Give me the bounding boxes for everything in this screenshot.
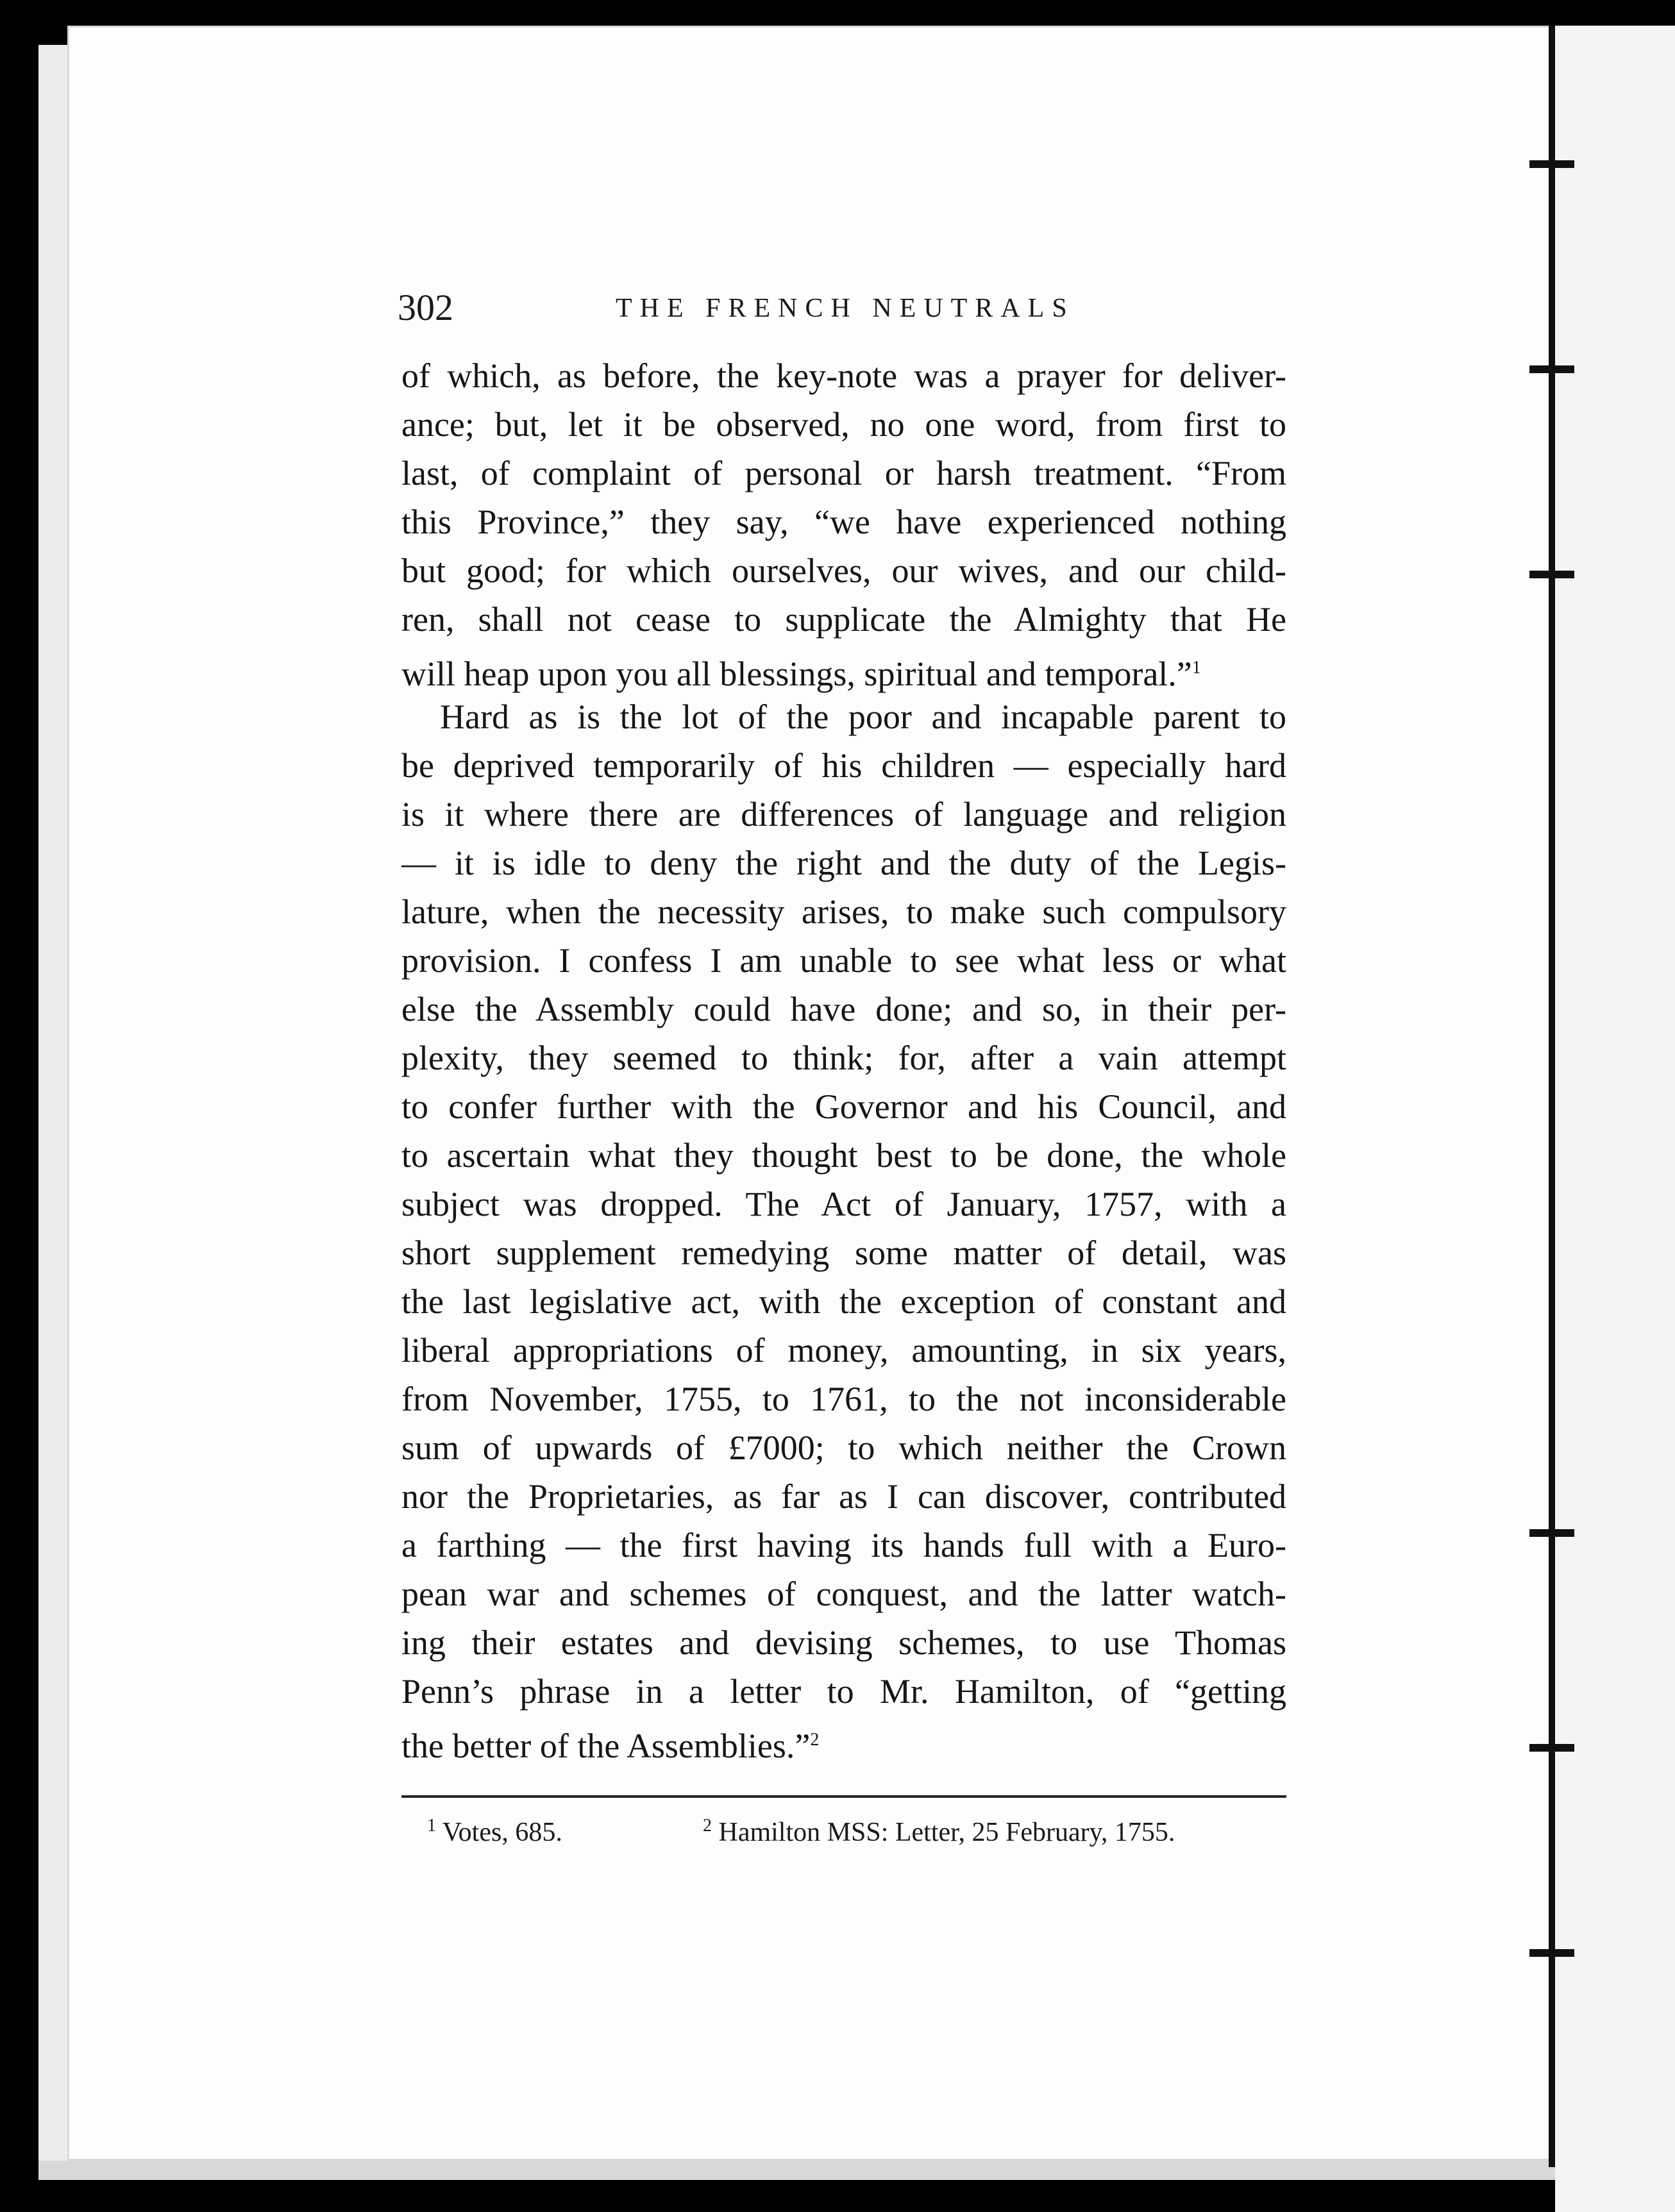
binding-stitch xyxy=(1529,160,1574,168)
footnote-2 xyxy=(703,1805,1175,1854)
text-line: Hard as is the lot of the poor and incapable parent to xyxy=(440,698,1286,736)
body-text xyxy=(401,351,1286,1764)
binding-stitch xyxy=(1529,1949,1574,1957)
footnotes xyxy=(401,1805,1286,1850)
text-line: liberal appropriations of money, amounting, in six years, xyxy=(401,1331,1286,1370)
running-title: THE FRENCH NEUTRALS xyxy=(616,294,1075,323)
footnote-marker: 2 xyxy=(703,1816,712,1836)
binding-stitch xyxy=(1529,1529,1574,1537)
text-line: of which, as before, the key-note was a prayer for deliver- xyxy=(401,356,1286,395)
text-line: provision. I confess I am unable to see what less or what xyxy=(401,941,1286,980)
footnote-rule xyxy=(401,1795,1286,1798)
text-line: is it where there are differences of language and religion xyxy=(401,795,1286,834)
text-line: — it is idle to deny the right and the duty of the Legis- xyxy=(401,844,1286,882)
page-number: 302 xyxy=(398,287,453,328)
text-line: nor the Proprietaries, as far as I can discover, contributed xyxy=(401,1477,1286,1516)
footnote-text: Hamilton MSS: Letter, 25 February, 1755. xyxy=(718,1818,1175,1847)
binding-stitch xyxy=(1529,1744,1574,1752)
text-line-content: will heap upon you all blessings, spiritual and temporal.” xyxy=(401,655,1192,693)
page-edge-left xyxy=(38,45,67,2161)
text-line xyxy=(401,1716,1286,1764)
page-edge-bottom xyxy=(38,2161,1555,2180)
text-line: ren, shall not cease to supplicate the Almighty that He xyxy=(401,600,1286,639)
text-line: this Province,” they say, “we have experienced nothing xyxy=(401,503,1286,541)
page-header xyxy=(398,282,1295,333)
binding-margin xyxy=(1555,26,1675,2212)
text-line: ing their estates and devising schemes, to use Thomas xyxy=(401,1623,1286,1662)
text-line: the last legislative act, with the exception of constant and xyxy=(401,1282,1286,1321)
text-line xyxy=(401,644,1286,692)
footnote-1 xyxy=(427,1805,562,1854)
footnote-text: Votes, 685. xyxy=(442,1818,562,1847)
text-line: to confer further with the Governor and his Council, and xyxy=(401,1087,1286,1126)
footnote-ref: 2 xyxy=(810,1730,820,1750)
text-line: to ascertain what they thought best to be done, the whole xyxy=(401,1136,1286,1175)
text-line: subject was dropped. The Act of January, 1757, with a xyxy=(401,1185,1286,1223)
text-line: lature, when the necessity arises, to make such compulsory xyxy=(401,892,1286,931)
text-line: short supplement remedying some matter of detail, was xyxy=(401,1234,1286,1272)
text-line: be deprived temporarily of his children — especially hard xyxy=(401,746,1286,785)
footnote-marker: 1 xyxy=(427,1816,436,1836)
footnote-ref: 1 xyxy=(1191,658,1201,678)
text-line: ance; but, let it be observed, no one word, from first to xyxy=(401,405,1286,444)
text-line: but good; for which ourselves, our wives, and our child- xyxy=(401,551,1286,590)
text-line: plexity, they seemed to think; for, after a vain attempt xyxy=(401,1039,1286,1077)
text-line: from November, 1755, to 1761, to the not inconsiderable xyxy=(401,1380,1286,1418)
binding-thread xyxy=(1549,26,1555,2167)
text-line: Penn’s phrase in a letter to Mr. Hamilton, of “getting xyxy=(401,1672,1286,1711)
text-line: else the Assembly could have done; and so, in their per- xyxy=(401,990,1286,1028)
text-line: pean war and schemes of conquest, and the latter watch- xyxy=(401,1575,1286,1613)
text-line: last, of complaint of personal or harsh treatment. “From xyxy=(401,454,1286,492)
binding-stitch xyxy=(1529,365,1574,373)
binding-stitch xyxy=(1529,571,1574,578)
text-line: sum of upwards of £7000; to which neither the Crown xyxy=(401,1429,1286,1467)
text-line-content: the better of the Assemblies.” xyxy=(401,1727,811,1765)
text-line: a farthing — the first having its hands full with a Euro- xyxy=(401,1526,1286,1564)
